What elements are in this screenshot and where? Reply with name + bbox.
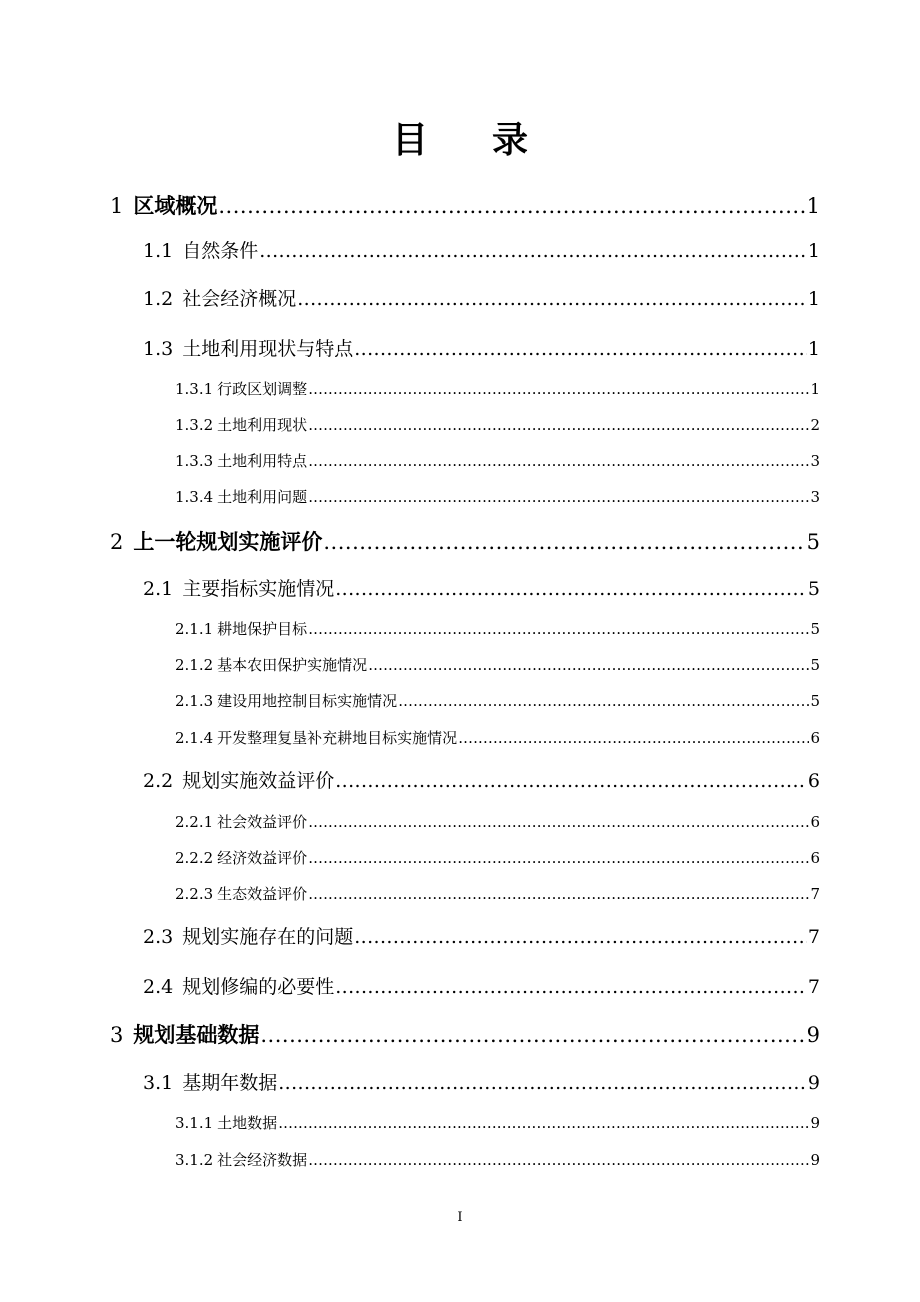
toc-entry-number: 2.1.4 [175, 729, 214, 747]
toc-entry-number: 1.1 [143, 240, 174, 262]
toc-entry-page: 6 [810, 729, 820, 747]
toc-entry-number: 1.3 [143, 338, 174, 360]
toc-entry-title: 土地利用特点 [217, 452, 308, 470]
toc-dot-leader [368, 658, 809, 673]
toc-entry[interactable] [175, 815, 820, 830]
toc-entry-number: 2.2.1 [175, 813, 214, 831]
toc-entry-title: 上一轮规划实施评价 [133, 530, 323, 554]
toc-entry[interactable] [175, 658, 820, 673]
toc-dot-leader [260, 1025, 805, 1046]
toc-dot-leader [354, 340, 807, 359]
toc-dot-leader [354, 928, 807, 947]
toc-entry-title: 区域概况 [133, 194, 218, 218]
toc-entry-number: 1.3.1 [175, 380, 214, 398]
toc-entry-title: 土地利用问题 [217, 488, 308, 506]
title-char-2: 录 [492, 120, 529, 161]
toc-entry[interactable] [143, 1074, 820, 1093]
toc-dot-leader [308, 851, 809, 866]
toc-dot-leader [297, 290, 807, 309]
toc-dot-leader [278, 1074, 807, 1093]
toc-entry-title: 规划修编的必要性 [182, 976, 335, 998]
toc-entry[interactable] [175, 490, 820, 505]
page-title [0, 112, 920, 163]
toc-entry-page: 1 [807, 240, 820, 262]
toc-dot-leader [308, 622, 809, 637]
toc-dot-leader [323, 532, 805, 553]
toc-entry[interactable] [175, 418, 820, 433]
toc-entry[interactable] [175, 694, 820, 709]
toc-entry-title: 基期年数据 [182, 1072, 278, 1094]
toc-entry-number: 1 [110, 194, 124, 218]
toc-dot-leader [398, 694, 809, 709]
toc-dot-leader [308, 490, 809, 505]
toc-entry[interactable] [175, 851, 820, 866]
toc-entry-page: 1 [806, 194, 820, 218]
toc-entry[interactable] [175, 731, 820, 746]
toc-entry-page: 3 [810, 488, 820, 506]
toc-entry-number: 1.3.3 [175, 452, 214, 470]
toc-dot-leader [308, 382, 809, 397]
toc-entry-number: 2 [110, 530, 124, 554]
toc-entry-page: 9 [810, 1114, 820, 1132]
toc-entry-number: 2.2 [143, 770, 174, 792]
toc-dot-leader [335, 772, 807, 791]
toc-entry-number: 2.1.1 [175, 620, 214, 638]
toc-entry-number: 3.1.1 [175, 1114, 214, 1132]
toc-entry[interactable] [175, 1153, 820, 1168]
toc-dot-leader [308, 454, 809, 469]
toc-dot-leader [335, 580, 807, 599]
toc-entry[interactable] [143, 928, 820, 947]
toc-entry[interactable] [110, 196, 820, 217]
toc-entry-page: 6 [810, 849, 820, 867]
toc-entry-page: 1 [807, 338, 820, 360]
toc-entry-page: 3 [810, 452, 820, 470]
toc-entry-page: 5 [810, 692, 820, 710]
toc-dot-leader [308, 887, 809, 902]
toc-entry-number: 2.1.3 [175, 692, 214, 710]
toc-entry[interactable] [143, 290, 820, 309]
toc-entry[interactable] [175, 1116, 820, 1131]
toc-entry[interactable] [175, 887, 820, 902]
toc-entry-page: 7 [807, 976, 820, 998]
toc-entry-number: 2.2.3 [175, 885, 214, 903]
toc-entry[interactable] [110, 1025, 820, 1046]
toc-entry-page: 9 [807, 1072, 820, 1094]
toc-entry-title: 建设用地控制目标实施情况 [217, 692, 398, 710]
toc-entry-title: 主要指标实施情况 [182, 578, 335, 600]
toc-entry[interactable] [110, 532, 820, 553]
toc-entry-title: 规划实施存在的问题 [182, 926, 354, 948]
toc-entry-page: 6 [810, 813, 820, 831]
toc-entry-page: 6 [807, 770, 820, 792]
toc-entry-number: 2.1.2 [175, 656, 214, 674]
toc-entry-page: 1 [810, 380, 820, 398]
toc-entry-number: 1.3.4 [175, 488, 214, 506]
toc-entry-number: 3 [110, 1023, 124, 1047]
toc-entry-title: 土地利用现状与特点 [182, 338, 354, 360]
toc-dot-leader [458, 731, 809, 746]
toc-entry[interactable] [143, 242, 820, 261]
toc-entry-number: 1.3.2 [175, 416, 214, 434]
toc-dot-leader [308, 1153, 809, 1168]
toc-entry-title: 基本农田保护实施情况 [217, 656, 368, 674]
toc-entry-page: 5 [806, 530, 820, 554]
toc-entry-number: 1.2 [143, 288, 174, 310]
toc-entry-title: 规划基础数据 [133, 1023, 260, 1047]
toc-entry[interactable] [143, 580, 820, 599]
toc-entry[interactable] [175, 454, 820, 469]
toc-entry-title: 行政区划调整 [217, 380, 308, 398]
toc-dot-leader [335, 978, 807, 997]
toc-entry-number: 2.3 [143, 926, 174, 948]
toc-entry-title: 自然条件 [182, 240, 259, 262]
toc-entry-title: 社会经济数据 [217, 1151, 308, 1169]
toc-entry-page: 9 [810, 1151, 820, 1169]
toc-entry[interactable] [175, 622, 820, 637]
toc-dot-leader [308, 815, 809, 830]
toc-entry[interactable] [143, 340, 820, 359]
toc-entry-title: 生态效益评价 [217, 885, 308, 903]
title-char-1: 目 [392, 120, 429, 161]
toc-entry-page: 9 [806, 1023, 820, 1047]
toc-entry-number: 2.1 [143, 578, 174, 600]
toc-entry-number: 3.1.2 [175, 1151, 214, 1169]
toc-entry-page: 7 [810, 885, 820, 903]
toc-entry-number: 2.2.2 [175, 849, 214, 867]
toc-entry-page: 5 [807, 578, 820, 600]
toc-dot-leader [308, 418, 809, 433]
toc-entry-title: 规划实施效益评价 [182, 770, 335, 792]
toc-entry[interactable] [175, 382, 820, 397]
toc-entry-page: 1 [807, 288, 820, 310]
toc-dot-leader [278, 1116, 809, 1131]
toc-entry-number: 2.4 [143, 976, 174, 998]
toc-entry-page: 2 [810, 416, 820, 434]
toc-entry-title: 土地数据 [217, 1114, 278, 1132]
toc-entry-page: 5 [810, 620, 820, 638]
toc-entry-page: 5 [810, 656, 820, 674]
toc-entry-title: 社会效益评价 [217, 813, 308, 831]
toc-entry[interactable] [143, 978, 820, 997]
page-number: I [457, 1210, 463, 1225]
toc-dot-leader [218, 196, 805, 217]
toc-entry-page: 7 [807, 926, 820, 948]
toc-dot-leader [259, 242, 807, 261]
toc-entry-title: 开发整理复垦补充耕地目标实施情况 [217, 729, 458, 747]
toc-entry[interactable] [143, 772, 820, 791]
toc-entry-title: 耕地保护目标 [217, 620, 308, 638]
toc-entry-number: 3.1 [143, 1072, 174, 1094]
toc-entry-title: 社会经济概况 [182, 288, 297, 310]
toc-entry-title: 土地利用现状 [217, 416, 308, 434]
toc-entry-title: 经济效益评价 [217, 849, 308, 867]
